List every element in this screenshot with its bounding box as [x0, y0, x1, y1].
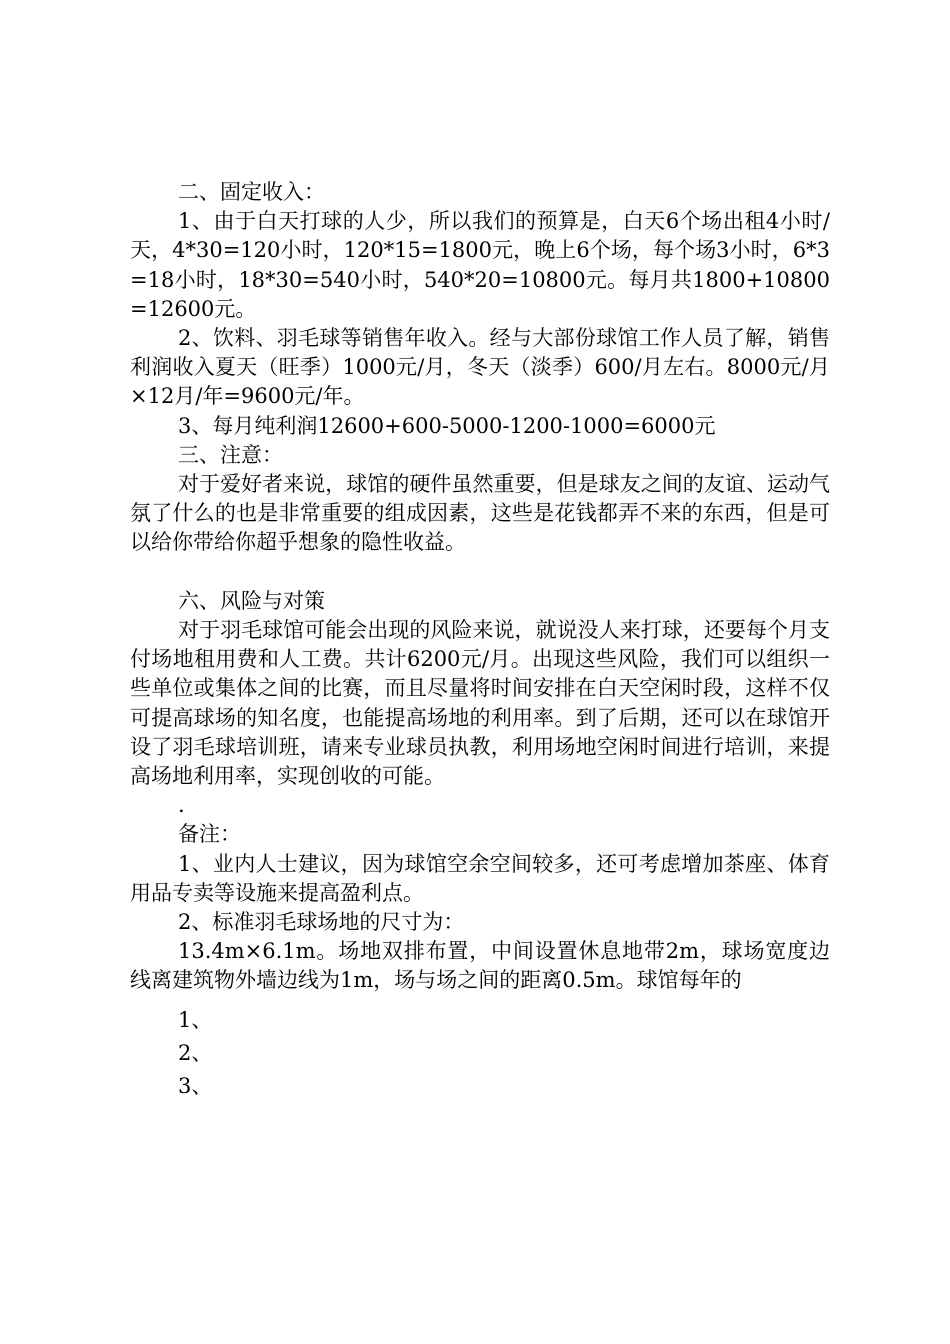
paragraph-notice-1: 对于爱好者来说，球馆的硬件虽然重要，但是球友之间的友谊、运动气氛了什么的也是非常重要的组成因素，这些是花钱都弄不来的东西，但是可以给你带给你超乎想象的隐性收益。	[130, 472, 830, 555]
list-item: 3、	[178, 1073, 213, 1098]
paragraph-risk-1: 对于羽毛球馆可能会出现的风险来说，就说没人来打球，还要每个月支付场地租用费和人工费。共计6200元/月。出现这些风险，我们可以组织一些单位或集体之间的比赛，而且尽量将时间安排在白天空闲时段，这样不仅可提高球场的知名度，也能提高场地的利用率。到了后期，还可以在球馆开设了羽毛球培训班，请来专业球员执教，利用场地空闲时间进行培训，来提高场地利用率，实现创收的可能。	[130, 618, 830, 789]
paragraph-remarks-1: 1、业内人士建议，因为球馆空余空间较多，还可考虑增加茶座、体育用品专卖等设施来提高盈利点。	[130, 851, 830, 905]
section-heading-notice: 三、注意：	[178, 442, 283, 467]
section-heading-fixed-income: 二、固定收入：	[178, 180, 325, 204]
paragraph-fixed-income-2: 2、饮料、羽毛球等销售年收入。经与大部份球馆工作人员了解，销售利润收入夏天（旺季）1000元/月，冬天（淡季）600/月左右。8000元/月×12月/年=9600元/年。	[130, 326, 830, 409]
spacer	[130, 996, 830, 1004]
paragraph-remarks-2: 2、标准羽毛球场地的尺寸为：	[178, 910, 465, 935]
section-heading-risk: 六、风险与对策	[178, 588, 325, 613]
blank-line	[130, 558, 830, 587]
section-heading-remarks: 备注：	[178, 822, 241, 847]
paragraph-fixed-income-3: 3、每月纯利润12600+600-5000-1200-1000=6000元	[178, 413, 716, 438]
paragraph-fixed-income-1: 1、由于白天打球的人少，所以我们的预算是，白天6个场出租4小时/天，4*30=120小时，120*15=1800元，晚上6个场，每个场3小时，6*3=18小时，18*30=540小时，540*20=10800元。每月共1800+10800=12600元。	[130, 209, 830, 321]
list-item: 1、	[178, 1007, 213, 1032]
stray-dot: .	[178, 793, 185, 818]
document-body	[130, 178, 830, 1103]
list-item: 2、	[178, 1040, 213, 1065]
paragraph-remarks-3: 13.4m×6.1m。场地双排布置，中间设置休息地带2m，球场宽度边线离建筑物外墙边线为1m，场与场之间的距离0.5m。球馆每年的	[130, 939, 830, 993]
